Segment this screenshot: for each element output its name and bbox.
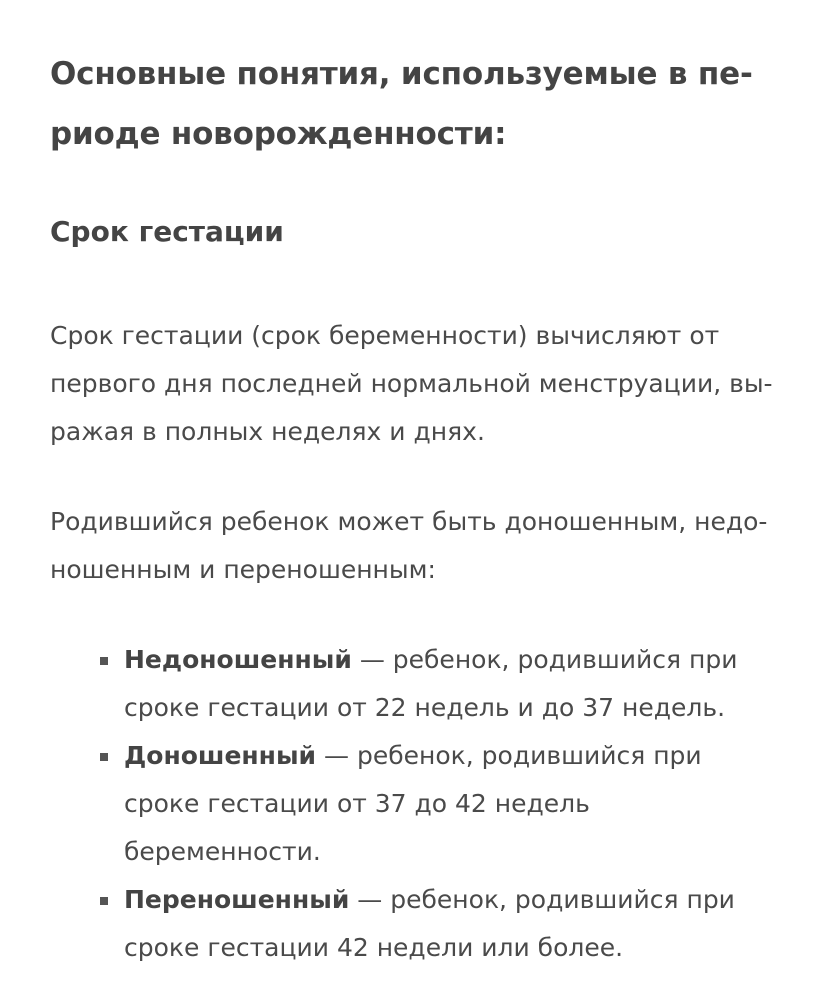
list-item-line: сроке гестации 42 недели или более.	[124, 933, 624, 962]
page-title-line-2: риоде новорожденности:	[50, 116, 507, 152]
page-title	[50, 44, 785, 164]
paragraph-line: первого дня последней нормальной менструации, вы-	[50, 369, 773, 398]
paragraph-newborn-types	[50, 498, 767, 594]
page-title-line-1: Основные понятия, используемые в пе-	[50, 56, 753, 92]
list-item-line	[124, 636, 790, 684]
paragraph-gestation-definition	[50, 312, 773, 456]
newborn-types-list	[100, 636, 790, 972]
paragraph-line: Родившийся ребенок может быть доношенным, недо-	[50, 507, 768, 536]
square-bullet-icon	[100, 753, 108, 761]
list-item-line: сроке гестации от 22 недель и до 37 недель.	[124, 693, 726, 722]
section-heading: Срок гестации	[50, 215, 284, 248]
term-full-term: Доношенный	[124, 741, 317, 770]
paragraph-line: ражая в полных неделях и днях.	[50, 417, 485, 446]
list-item-line	[124, 876, 790, 924]
list-item-post-term	[100, 876, 790, 972]
list-item-line: беременности.	[124, 837, 321, 866]
term-post-term: Переношенный	[124, 885, 350, 914]
square-bullet-icon	[100, 657, 108, 665]
paragraph-line: ношенным и переношенным:	[50, 555, 436, 584]
term-premature: Недоношенный	[124, 645, 352, 674]
square-bullet-icon	[100, 897, 108, 905]
term-description: — ребенок, родившийся при	[351, 645, 738, 674]
list-item-line: сроке гестации от 37 до 42 недель	[124, 789, 590, 818]
list-item-line	[124, 732, 790, 780]
paragraph-line: Срок гестации (срок беременности) вычисляют от	[50, 321, 720, 350]
list-item-premature	[100, 636, 790, 732]
list-item-full-term	[100, 732, 790, 876]
term-description: — ребенок, родившийся при	[316, 741, 702, 770]
term-description: — ребенок, родившийся при	[349, 885, 735, 914]
